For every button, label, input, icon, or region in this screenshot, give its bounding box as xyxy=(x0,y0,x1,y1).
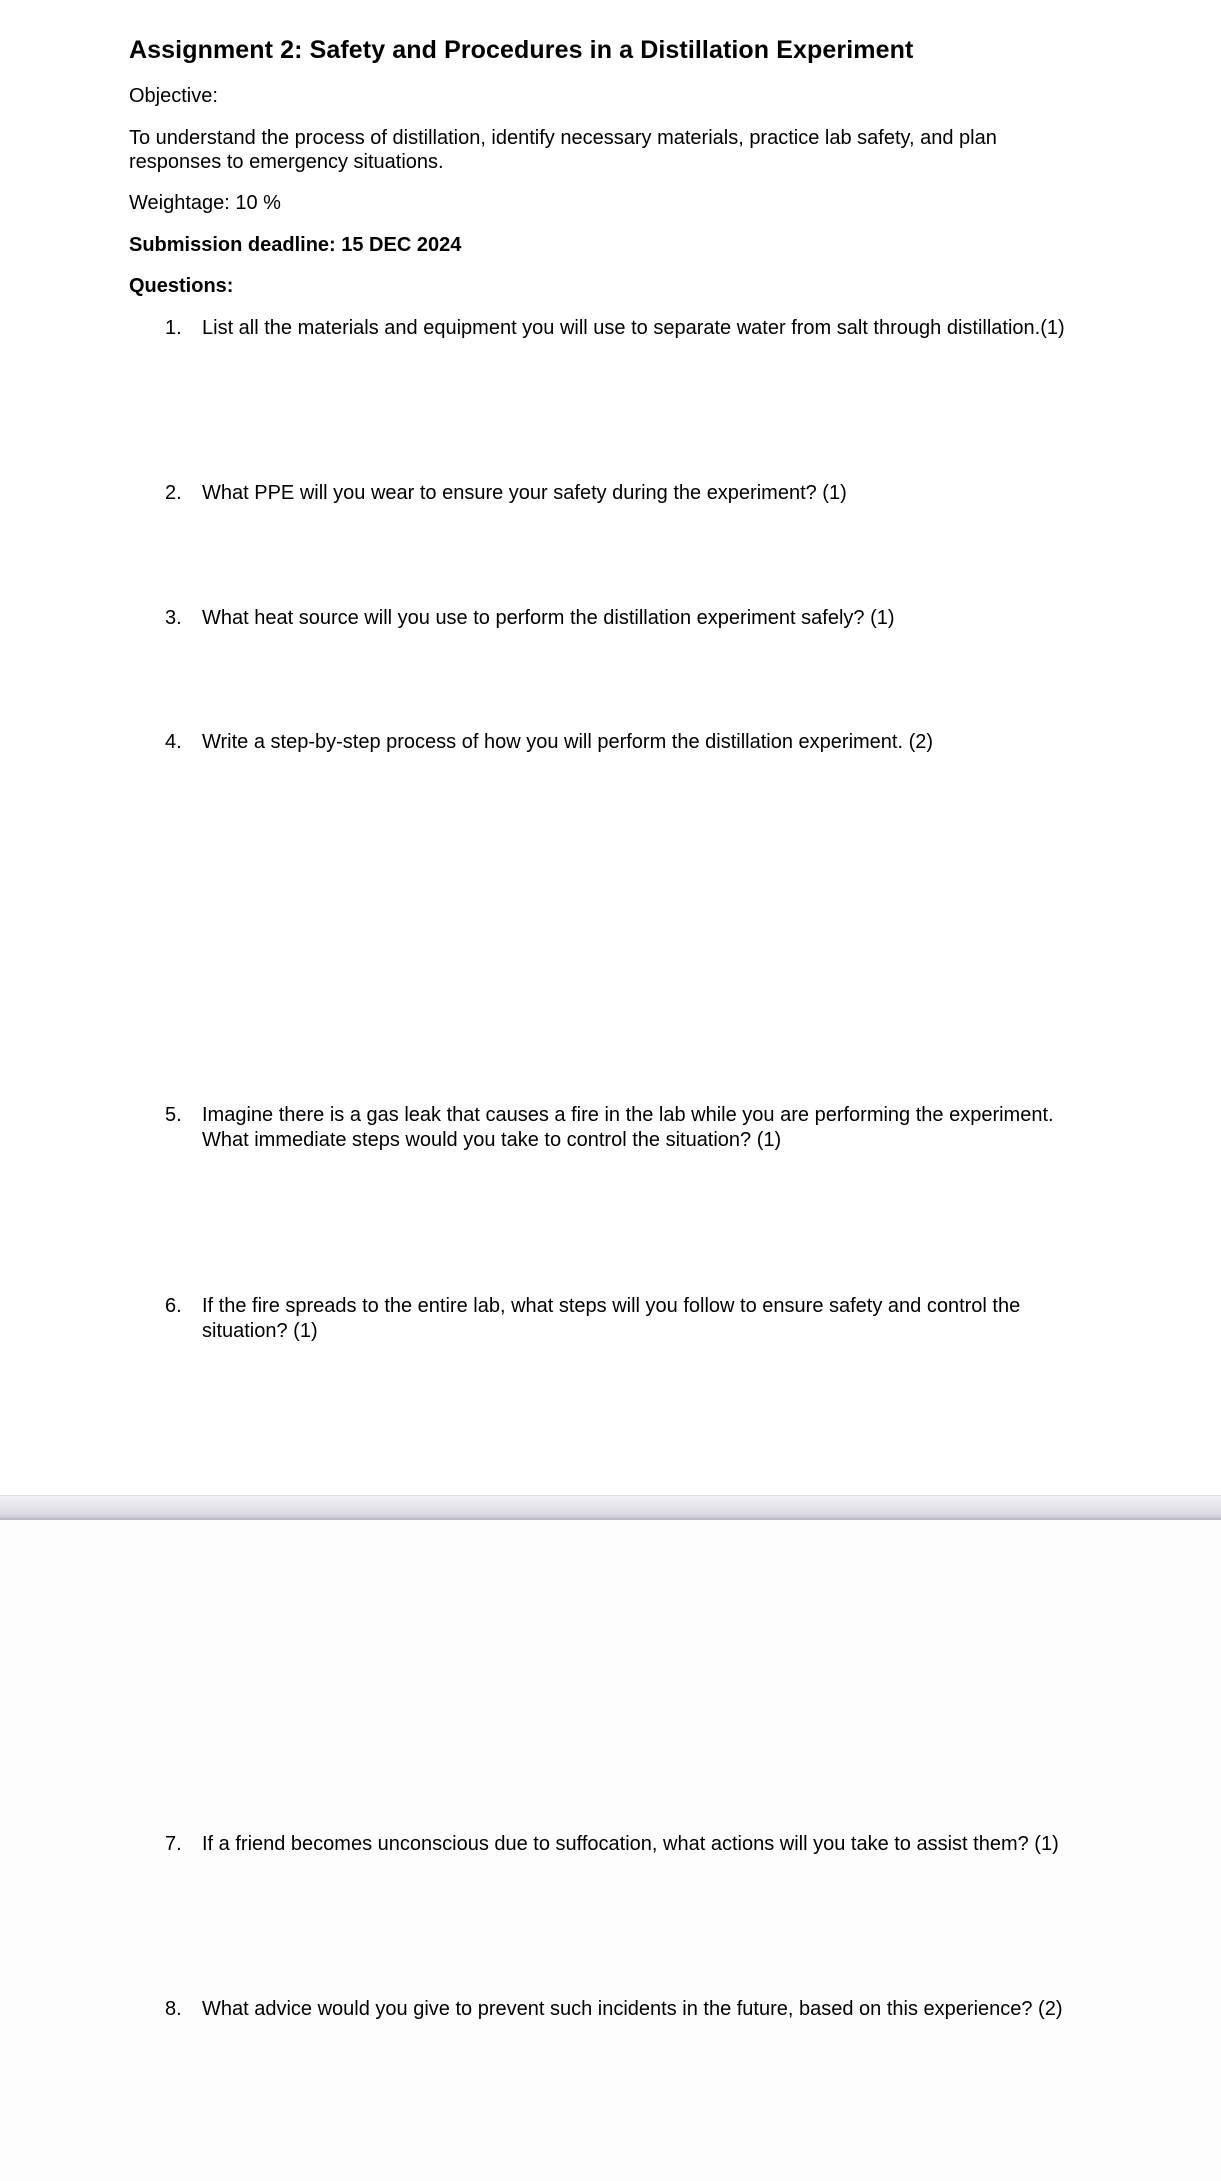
question-number: 4. xyxy=(165,731,182,753)
objective-text-line-2: responses to emergency situations. xyxy=(129,151,444,173)
question-number: 6. xyxy=(165,1295,182,1317)
question-number: 1. xyxy=(165,317,182,339)
questions-heading: Questions: xyxy=(129,275,234,297)
question-text: What advice would you give to prevent such incidents in the future, based on this experience? (2) xyxy=(202,1998,1063,2020)
question-number: 8. xyxy=(165,1998,182,2020)
document-page-2 xyxy=(0,1520,1221,2181)
question-text-line-1: If the fire spreads to the entire lab, what steps will you follow to ensure safety and control the xyxy=(202,1295,1021,1317)
question-number: 3. xyxy=(165,607,182,629)
question-text-line-1: Imagine there is a gas leak that causes a fire in the lab while you are performing the experiment. xyxy=(202,1104,1054,1126)
question-text: List all the materials and equipment you will use to separate water from salt through distillation.(1) xyxy=(202,317,1065,339)
weightage: Weightage: 10 % xyxy=(129,192,281,214)
objective-label: Objective: xyxy=(129,85,218,107)
objective-text-line-1: To understand the process of distillation, identify necessary materials, practice lab safety, and plan xyxy=(129,127,997,149)
question-text: What PPE will you wear to ensure your safety during the experiment? (1) xyxy=(202,482,847,504)
question-text: What heat source will you use to perform the distillation experiment safely? (1) xyxy=(202,607,895,629)
submission-deadline: Submission deadline: 15 DEC 2024 xyxy=(129,234,462,256)
question-text: Write a step-by-step process of how you will perform the distillation experiment. (2) xyxy=(202,731,934,753)
question-number: 7. xyxy=(165,1833,182,1855)
question-text: If a friend becomes unconscious due to suffocation, what actions will you take to assist them? (1) xyxy=(202,1833,1059,1855)
assignment-title: Assignment 2: Safety and Procedures in a Distillation Experiment xyxy=(129,36,914,64)
question-text-line-2: situation? (1) xyxy=(202,1320,318,1342)
question-text-line-2: What immediate steps would you take to control the situation? (1) xyxy=(202,1129,782,1151)
question-number: 2. xyxy=(165,482,182,504)
question-number: 5. xyxy=(165,1104,182,1126)
page-separator xyxy=(0,1495,1221,1520)
